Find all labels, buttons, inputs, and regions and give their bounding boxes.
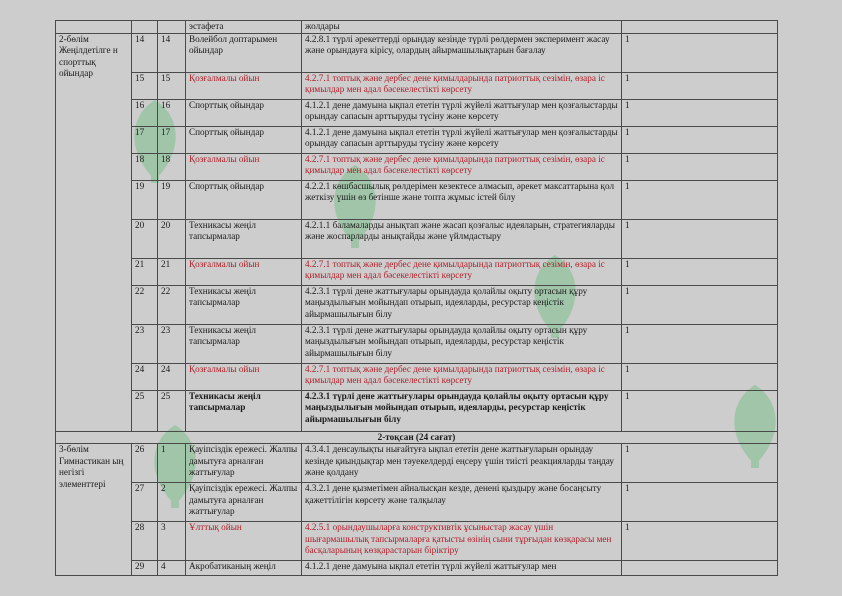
hours-cell — [622, 21, 778, 34]
objective-cell: 4.2.7.1 топтық және дербес дене қимылдарында патриоттық сезімін, өзара іс қимылдар мен адал бәсекелестікті көрсету — [302, 72, 622, 99]
topic-cell: Акробатиканың жеңіл — [186, 561, 302, 576]
topic-cell: Волейбол доптарымен ойындар — [186, 33, 302, 72]
topic-cell: Спорттық ойындар — [186, 99, 302, 126]
objective-cell: 4.1.2.1 дене дамуына ықпал ететін түрлі жүйелі жаттығулар мен — [302, 561, 622, 576]
objective-cell: 4.2.3.1 түрлі дене жаттығулары орындауда қолайлы оқыту ортасын құру маңыздылығын мойындап отырып, идеяларды, ресурстар кеңістік айырмашылығын білу — [302, 324, 622, 363]
lesson-number-cell: 15 — [132, 72, 158, 99]
table-row — [56, 153, 778, 180]
objective-cell: 4.2.1.1 баламаларды анықтап және жасап қозғалыс идеяларын, стратегияларды және жоспарларды анықтайды және үйлмдастыру — [302, 219, 622, 258]
table-row — [56, 444, 778, 483]
lesson-number-cell: 23 — [132, 324, 158, 363]
section-lesson-number-cell: 20 — [158, 219, 186, 258]
section-lesson-number-cell: 4 — [158, 561, 186, 576]
section-lesson-number-cell — [158, 21, 186, 34]
table-row — [56, 21, 778, 34]
topic-cell: Техникасы жеңіл тапсырмалар — [186, 285, 302, 324]
hours-cell: 1 — [622, 126, 778, 153]
hours-cell: 1 — [622, 153, 778, 180]
topic-cell: Қозғалмалы ойын — [186, 72, 302, 99]
objective-cell: 4.1.2.1 дене дамуына ықпал ететін түрлі жүйелі жаттығулар мен қозғалыстарды орындау сапасын арттыруды түсіну және көрсету — [302, 99, 622, 126]
section-name-cell: 3-бөлім Гимнастикан ың негізгі элементтері — [56, 444, 132, 576]
topic-cell: Қозғалмалы ойын — [186, 258, 302, 285]
hours-cell: 1 — [622, 99, 778, 126]
objective-cell: 4.2.7.1 топтық және дербес дене қимылдарында патриоттық сезімін, өзара іс қимылдар мен адал бәсекелестікті көрсету — [302, 153, 622, 180]
lesson-number-cell: 19 — [132, 180, 158, 219]
topic-cell: Спорттық ойындар — [186, 126, 302, 153]
section-lesson-number-cell: 3 — [158, 522, 186, 561]
lesson-number-cell: 24 — [132, 363, 158, 390]
table-row — [56, 363, 778, 390]
section-lesson-number-cell: 15 — [158, 72, 186, 99]
objective-cell: 4.2.7.1 топтық және дербес дене қимылдарында патриоттық сезімін, өзара іс қимылдар мен адал бәсекелестікті көрсету — [302, 258, 622, 285]
hours-cell: 1 — [622, 72, 778, 99]
table-row — [56, 324, 778, 363]
section-name-cell — [56, 21, 132, 34]
objective-cell: 4.2.2.1 көшбасшылық рөлдерімен кезектесе алмасып, әрекет максаттарына қол жеткізу үшін өз бетінше және топта жұмыс істей білу — [302, 180, 622, 219]
section-lesson-number-cell: 1 — [158, 444, 186, 483]
section-lesson-number-cell: 22 — [158, 285, 186, 324]
hours-cell: 1 — [622, 324, 778, 363]
table-row — [56, 522, 778, 561]
section-lesson-number-cell: 16 — [158, 99, 186, 126]
hours-cell: 1 — [622, 180, 778, 219]
table-row — [56, 72, 778, 99]
lesson-number-cell: 18 — [132, 153, 158, 180]
objective-cell: 4.2.5.1 орындаушыларға конструктивтік ұсыныстар жасау үшін шығармашылық тапсырмаларға қатысты өзінің сыни тұрғыдан көзқарасы мен басқаларының көзқарастарын біріктіру — [302, 522, 622, 561]
topic-cell: Спорттық ойындар — [186, 180, 302, 219]
quarter-header-row — [56, 431, 778, 444]
hours-cell: 1 — [622, 363, 778, 390]
section-lesson-number-cell: 25 — [158, 390, 186, 431]
lesson-number-cell: 26 — [132, 444, 158, 483]
lesson-number-cell: 16 — [132, 99, 158, 126]
objective-cell: 4.2.8.1 түрлі әрекеттерді орындау кезінде түрлі рөлдермен эксперимент жасау және орындауға кірісу, олардың айырмашылықтарын бағалау — [302, 33, 622, 72]
lesson-number-cell: 27 — [132, 483, 158, 522]
lesson-number-cell: 20 — [132, 219, 158, 258]
lesson-number-cell: 21 — [132, 258, 158, 285]
objective-cell: 4.2.7.1 топтық және дербес дене қимылдарында патриоттық сезімін, өзара іс қимылдар мен адал бәсекелестікті көрсету — [302, 363, 622, 390]
table-row — [56, 561, 778, 576]
section-lesson-number-cell: 19 — [158, 180, 186, 219]
hours-cell: 1 — [622, 285, 778, 324]
hours-cell: 1 — [622, 390, 778, 431]
hours-cell: 1 — [622, 219, 778, 258]
hours-cell: 1 — [622, 483, 778, 522]
table-row — [56, 33, 778, 72]
topic-cell: Қозғалмалы ойын — [186, 363, 302, 390]
topic-cell: Техникасы жеңіл тапсырмалар — [186, 324, 302, 363]
lesson-number-cell — [132, 21, 158, 34]
table-row — [56, 126, 778, 153]
table-row — [56, 180, 778, 219]
section-lesson-number-cell: 21 — [158, 258, 186, 285]
topic-cell: Техникасы жеңіл тапсырмалар — [186, 219, 302, 258]
objective-cell: 4.2.3.1 түрлі дене жаттығулары орындауда қолайлы оқыту ортасын құру маңыздылығын мойындап отырып, идеяларды, ресурстар кеңістік айырмашылығын білу — [302, 285, 622, 324]
hours-cell: 1 — [622, 444, 778, 483]
objective-cell: 4.2.3.1 түрлі дене жаттығулары орындауда қолайлы оқыту ортасын құру маңыздылығын мойындап отырып, идеяларды, ресурстар кеңістік айырмашылығын білу — [302, 390, 622, 431]
topic-cell: Қауіпсіздік ережесі. Жалпы дамытуға арналған жаттығулар — [186, 444, 302, 483]
table-row — [56, 99, 778, 126]
hours-cell: 1 — [622, 33, 778, 72]
table-row — [56, 258, 778, 285]
section-lesson-number-cell: 18 — [158, 153, 186, 180]
section-lesson-number-cell: 14 — [158, 33, 186, 72]
lesson-number-cell: 17 — [132, 126, 158, 153]
objective-cell: 4.3.4.1 денсаулықты нығайтуға ықпал ететін дене жаттығуларын орындау кезінде қиындықтар мен тәуекелдерді еңсеру үшін тиісті реакцияларды таңдау және қолдану — [302, 444, 622, 483]
objective-cell: 4.3.2.1 дене қызметімен айналысқан кезде, денені қыздыру және босаңсыту қажеттілігін көрсету және талқылау — [302, 483, 622, 522]
lesson-number-cell: 25 — [132, 390, 158, 431]
hours-cell — [622, 561, 778, 576]
lesson-number-cell: 29 — [132, 561, 158, 576]
objective-cell: 4.1.2.1 дене дамуына ықпал ететін түрлі жүйелі жаттығулар мен қозғалыстарды орындау сапасын арттыруды түсіну және көрсету — [302, 126, 622, 153]
section-lesson-number-cell: 24 — [158, 363, 186, 390]
section-name-cell: 2-бөлім Жеңілдетілге н спорттық ойындар — [56, 33, 132, 431]
topic-cell: эстафета — [186, 21, 302, 34]
section-lesson-number-cell: 17 — [158, 126, 186, 153]
topic-cell: Техникасы жеңіл тапсырмалар — [186, 390, 302, 431]
lesson-number-cell: 14 — [132, 33, 158, 72]
table-row — [56, 285, 778, 324]
hours-cell: 1 — [622, 522, 778, 561]
lesson-plan-table — [55, 20, 778, 576]
topic-cell: Қозғалмалы ойын — [186, 153, 302, 180]
lesson-number-cell: 28 — [132, 522, 158, 561]
table-row — [56, 219, 778, 258]
table-row — [56, 483, 778, 522]
topic-cell: Қауіпсіздік ережесі. Жалпы дамытуға арналған жаттығулар — [186, 483, 302, 522]
hours-cell: 1 — [622, 258, 778, 285]
lesson-number-cell: 22 — [132, 285, 158, 324]
section-lesson-number-cell: 2 — [158, 483, 186, 522]
objective-cell: жолдары — [302, 21, 622, 34]
topic-cell: Ұлттық ойын — [186, 522, 302, 561]
section-lesson-number-cell: 23 — [158, 324, 186, 363]
table-row — [56, 390, 778, 431]
quarter-header: 2-тоқсан (24 сағат) — [56, 431, 778, 444]
